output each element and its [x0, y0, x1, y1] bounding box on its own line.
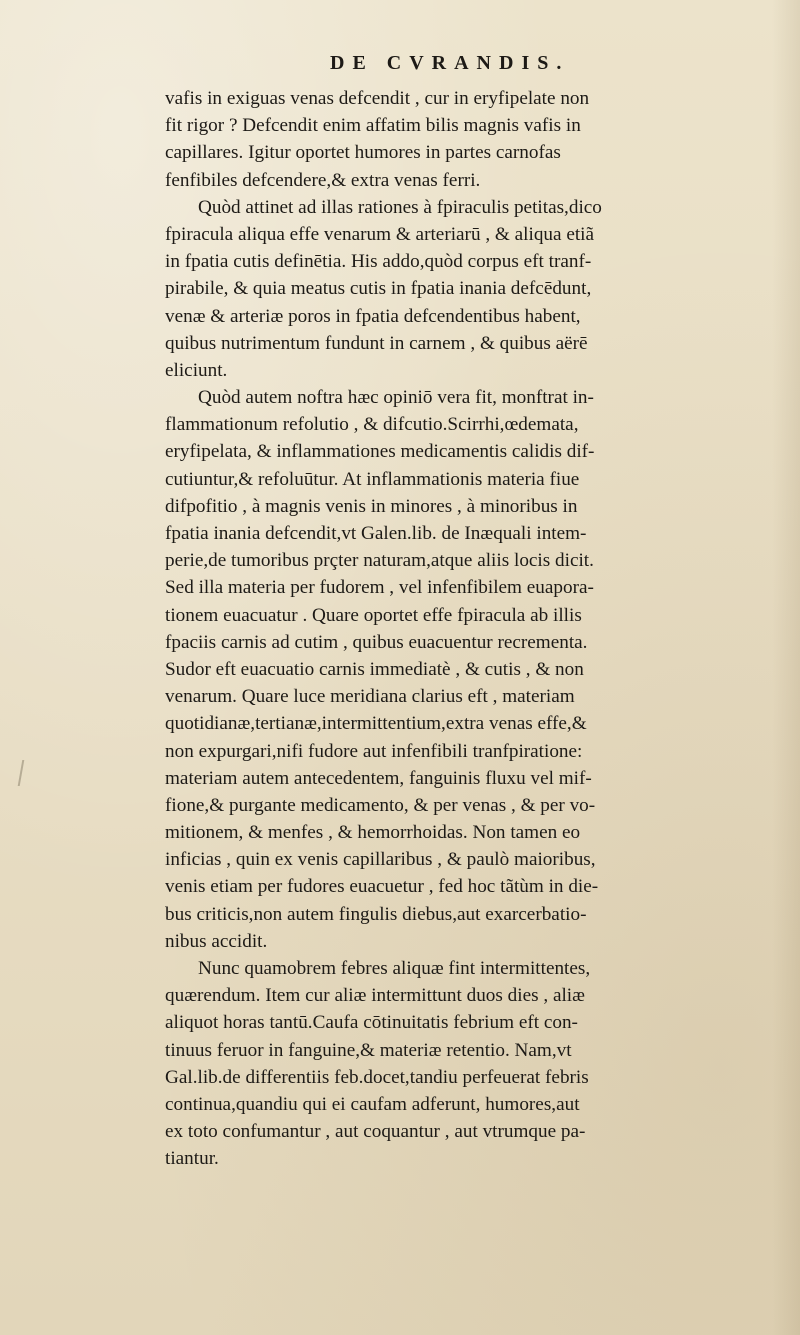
text-line: flammationum refolutio , & difcutio.Scirrhi,œdemata, [165, 414, 579, 436]
text-line: Gal.lib.de differentiis feb.docet,tandiu perfeuerat febris [165, 1066, 589, 1088]
paragraph-start-line: Quòd autem noftra hæc opiniō vera fit, monftrat in- [198, 387, 594, 409]
text-line: quibus nutrimentum fundunt in carnem , & quibus aërē [165, 332, 588, 354]
text-line: tionem euacuatur . Quare oportet effe fpiracula ab illis [165, 604, 582, 626]
text-line: eryfipelata, & inflammationes medicamentis calidis dif- [165, 441, 595, 463]
text-line: fpatia inania defcendit,vt Galen.lib. de Inæquali intem- [165, 523, 587, 544]
text-line: fit rigor ? Defcendit enim affatim bilis magnis vafis in [165, 115, 581, 137]
text-line: pirabile, & quia meatus cutis in fpatia inania defcēdunt, [165, 278, 592, 300]
text-line: nibus accidit. [165, 930, 268, 952]
text-line: difpofitio , à magnis venis in minores , à minoribus in [165, 495, 578, 517]
text-line: capillares. Igitur oportet humores in partes carnofas [165, 142, 561, 164]
text-line: in fpatia cutis definētia. His addo,quòd corpus eft tranf- [165, 251, 592, 273]
text-line: inficias , quin ex venis capillaribus , & paulò maioribus, [165, 849, 596, 871]
text-line: mitionem, & menfes , & hemorrhoidas. Non tamen eo [165, 822, 581, 844]
running-head: DE CVRANDIS. [330, 52, 570, 74]
text-line: quærendum. Item cur aliæ intermittunt duos dies , aliæ [165, 985, 585, 1007]
text-line: fpiracula aliqua effe venarum & arteriarū , & aliqua etiã [165, 223, 595, 245]
text-line: eliciunt. [165, 359, 228, 381]
body-text [165, 85, 775, 1173]
text-line: non expurgari,nifi fudore aut infenfibili tranfpiratione: [165, 740, 583, 762]
text-line: cutiuntur,& refoluūtur. At inflammationis materia fiue [165, 468, 580, 490]
text-line: aliquot horas tantū.Caufa cōtinuitatis febrium eft con- [165, 1012, 578, 1034]
paragraph-start-line: Nunc quamobrem febres aliquæ fint intermittentes, [198, 958, 591, 979]
text-line: ex toto confumantur , aut coquantur , aut vtrumque pa- [165, 1121, 586, 1143]
text-line: quotidianæ,tertianæ,intermittentium,extra venas effe,& [165, 713, 587, 735]
text-line: tinuus feruor in fanguine,& materiæ retentio. Nam,vt [165, 1039, 572, 1061]
text-line: fione,& purgante medicamento, & per venas , & per vo- [165, 794, 596, 816]
text-line: perie,de tumoribus prçter naturam,atque aliis locis dicit. [165, 550, 594, 572]
text-line: venis etiam per fudores euacuetur , fed hoc tãtùm in die- [165, 876, 599, 898]
text-line: fenfibiles defcendere,& extra venas ferri. [165, 169, 481, 191]
text-line: vafis in exiguas venas defcendit , cur in eryfipelate non [165, 88, 590, 109]
margin-mark [18, 760, 35, 786]
text-line: continua,quandiu qui ei caufam adferunt, humores,aut [165, 1093, 580, 1115]
text-line: tiantur. [165, 1148, 219, 1170]
text-line: Sudor eft euacuatio carnis immediatè , & cutis , & non [165, 658, 584, 680]
text-line: fpaciis carnis ad cutim , quibus euacuentur recrementa. [165, 631, 588, 653]
paragraph-start-line: Quòd attinet ad illas rationes à fpiraculis petitas,dico [198, 196, 602, 218]
page-edge-shadow [772, 0, 800, 1335]
text-line: bus criticis,non autem fingulis diebus,aut exarcerbatio- [165, 903, 587, 925]
text-line: venarum. Quare luce meridiana clarius eft , materiam [165, 686, 575, 708]
text-line: materiam autem antecedentem, fanguinis fluxu vel mif- [165, 767, 592, 789]
text-line: Sed illa materia per fudorem , vel infenfibilem euapora- [165, 577, 594, 599]
text-line: venæ & arteriæ poros in fpatia defcendentibus habent, [165, 305, 581, 327]
